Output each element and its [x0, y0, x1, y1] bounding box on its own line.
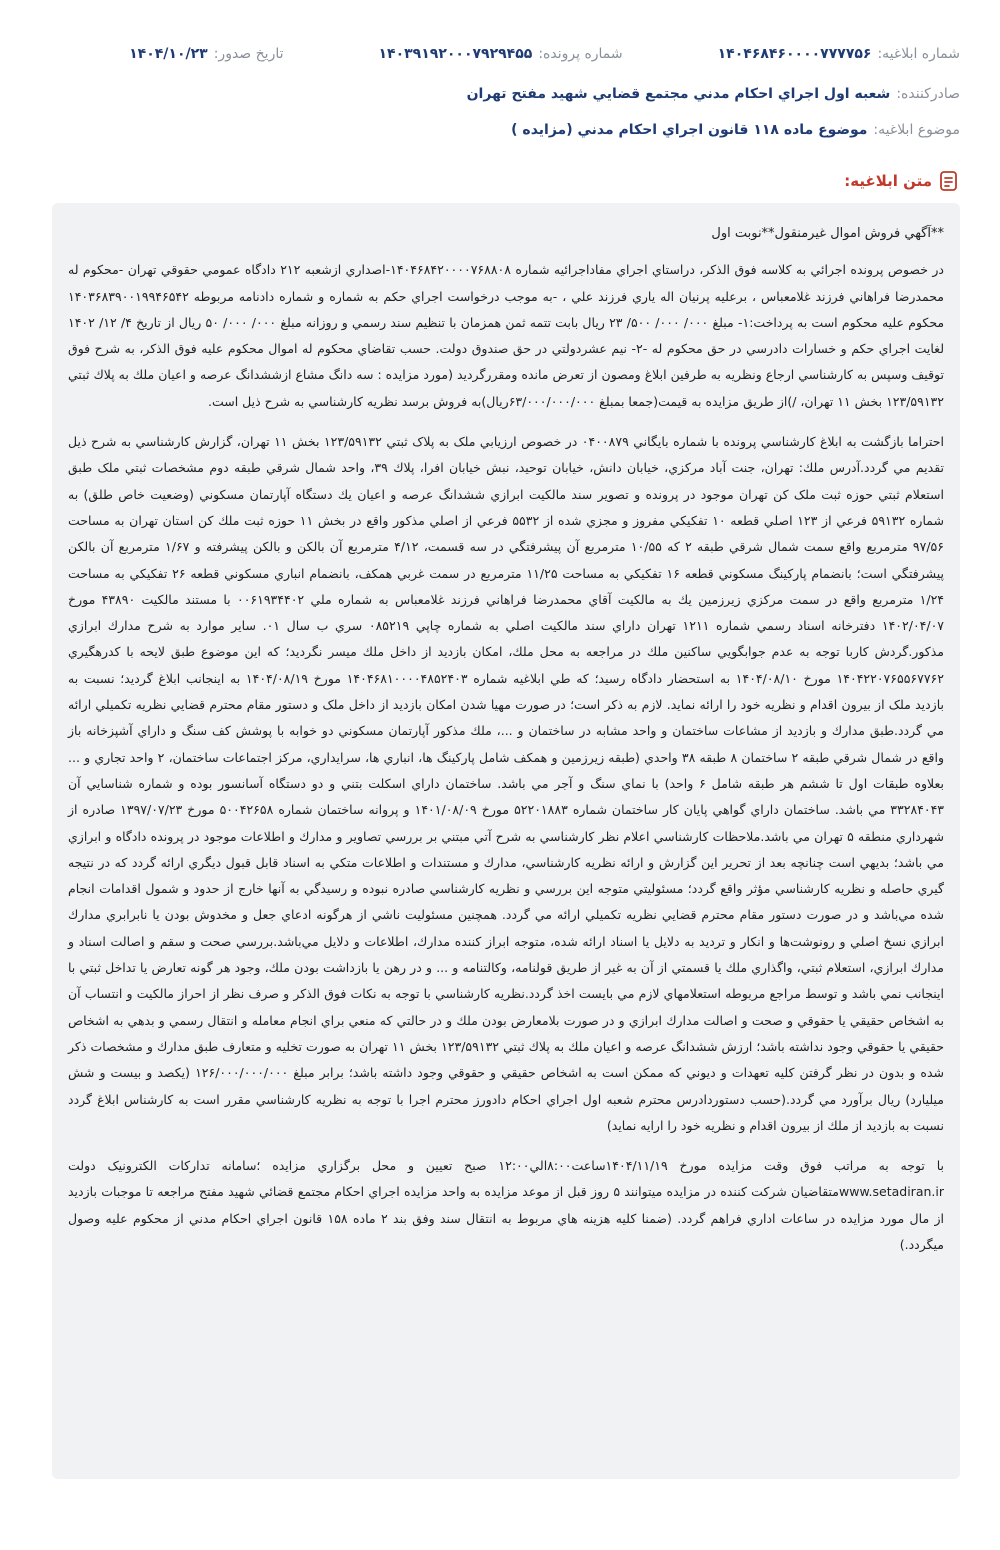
notice-paragraph-1: در خصوص پرونده اجرائي به كلاسه فوق الذكر، دراستاي اجراي مفاداجرائيه شماره ۱۴۰۴۶۸۴۲۰۰۰۰۷۶۸۸۰۸-اصداري ازشعبه ۲۱۲ دادگاه عمومي حقوقي تهران -محکوم له محمدرضا فراهاني فرزند غلامعباس ، برعليه پرنيان اله ياري فرزند علي ، -به موجب درخواست اجراي حکم به شماره و شماره دادنامه مربوطه ۱۴۰۳۶۸۳۹۰۰۱۹۹۴۶۵۴۲ محکوم عليه محکوم است به پرداخت:۱- مبلغ ۰۰۰/ ۰۰۰/ ۵۰۰/ ۲۳ ريال بابت تتمه ثمن همزمان با تنظيم سند رسمي و روزانه مبلغ ۰۰۰/ ۰۰۰/ ۵۰ ريال از تاريخ ۴/ ۱۲/ ۱۴۰۲ لغايت اجراي حكم و خسارات دادرسي در حق محکوم له -۲- نيم عشردولتي در حق صندوق دولت. حسب تقاضاي محكوم له اموال محكوم عليه فوق الذكر، به شرح فوق توقيف وسپس به كارشناسي ارجاع ونظريه به طرفين ابلاغ ومصون از تعرض مانده ومقررگرديد (مورد مزايده : سه دانگ مشاع ازششدانگ عرصه و اعيان ملك به پلاك ثبتي ۱۲۳/۵۹۱۳۲ بخش ۱۱ تهران، /)از طريق مزايده به قيمت(جمعا بمبلغ ۶۳/۰۰۰/۰۰۰/۰۰۰ريال)به فروش برسد نظريه كارشناسي به شرح ذيل است.	[68, 262, 945, 409]
notice-paragraph-2: احتراما بازگشت به ابلاغ کارشناسي پرونده با شماره بايگاني ۰۴۰۰۸۷۹ در خصوص ارزيابي ملک به پلاک ثبتي ۱۲۳/۵۹۱۳۲ بخش ۱۱ تهران، گزارش کارشناسي به شرح ذيل تقديم مي گردد.آدرس ملك: تهران، جنت آباد مرکزي، خيابان دانش، خيابان توحيد، نبش خيابان افرا، پلاك ۳۹، واحد شمال شرقي طبقه دوم مشخصات ثبتي ملک طبق استعلام ثبتي حوزه ثبت ملک کن تهران موجود در پرونده و تصوير سند مالکيت ابرازي ششدانگ عرصه و اعيان يك دستگاه آپارتمان مسكوني (وضعيت خاص طلق) به شماره ۵۹۱۳۲ فرعي از ۱۲۳ اصلي قطعه ۱۰ تفكيكي مفروز و مجزي شده از ۵۵۳۲ فرعي از اصلي مذكور واقع در بخش ۱۱ حوزه ثبت ملك كن استان تهران به مساحت ۹۷/۵۶ مترمربع واقع سمت شمال شرقي طبقه ۲ كه ۱۰/۵۵ مترمربع آن پيشرفتگي در سه قسمت، ۴/۱۲ مترمربع آن بالكن و بالكن پيشرفته و ۱/۶۷ مترمربع آن بالكن پيشرفتگي است؛ بانضمام پاركينگ مسكوني قطعه ۱۶ تفكيكي به مساحت ۱۱/۲۵ مترمربع در سمت غربي همكف، بانضمام انباري مسكوني قطعه ۲۶ تفكيكي به مساحت ۱/۲۴ مترمربع واقع در سمت مركزي زيرزمين يك به مالكيت آقاي محمدرضا فراهاني فرزند غلامعباس به شماره ملي ۰۰۶۱۹۳۴۴۰۲ با مستند مالكيت ۴۳۸۹۰ مورخ ۱۴۰۲/۰۴/۰۷ دفترخانه اسناد رسمي شماره ۱۲۱۱ تهران داراي سند مالکيت اصلي به شماره چاپي ۰۸۵۲۱۹ سري ب سال ۰۱. ساير موارد به شرح مدارك ابرازي مذكور.گردش كاربا توجه به عدم جوابگويي ساكنين ملك در مراجعه به محل ملك، امكان بازديد از داخل ملك ميسر نگرديد؛ كه اين موضوع طبق لايحه با كدرهگيري ۱۴۰۴۲۲۰۷۶۵۵۶۷۷۶۲ مورخ ۱۴۰۴/۰۸/۱۰ به استحضار دادگاه رسيد؛ كه طي ابلاغيه شماره ۱۴۰۴۶۸۱۰۰۰۰۴۸۵۲۴۰۳ مورخ ۱۴۰۴/۰۸/۱۹ به اينجانب ابلاغ گرديد؛ نسبت به بازديد ملک از بيرون اقدام و نظريه خود را ارائه نمايد. لازم به ذكر است؛ در صورت مهيا شدن امكان بازديد از داخل ملک و دستور مقام محترم قضايي نظريه تکميلي ارائه مي گردد.طبق مدارك و بازديد از مشاعات ساختمان و واحد مشابه در ساختمان و ...، ملك مذكور آپارتمان مسكوني دو خوابه با پوشش كف سنگ و داراي آشپزخانه باز واقع در شمال شرقي طبقه ۲ ساختمان ۸ طبقه ۳۸ واحدي (طبقه زيرزمين و همكف شامل پاركينگ ها، انباري ها، سرايداري، مركز اجتماعات ساختمان، ۲ واحد تجاري و ... بعلاوه طبقات اول تا ششم هر طبقه شامل ۶ واحد) با نماي سنگ و آجر مي باشد. ساختمان داراي اسكلت بتني و دو دستگاه آسانسور بوده و شماره شناسايي آن ۳۳۲۸۴۰۴۳ مي باشد. ساختمان داراي گواهي پايان كار ساختمان شماره ۵۲۲۰۱۸۸۳ مورخ ۱۴۰۱/۰۸/۰۹ و پروانه ساختمان شماره ۵۰۰۴۲۶۵۸ مورخ ۱۳۹۷/۰۷/۲۳ صادره از شهرداري منطقه ۵ تهران مي باشد.ملاحظات كارشناسي اعلام نظر كارشناسي به شرح آتي مبتني بر بررسي تصاوير و مدارك و اطلاعات موجود در پرونده دادگاه و ابرازي مي باشد؛ بديهي است چنانچه بعد از تحرير اين گزارش و ارائه نظريه كارشناسي، مدارك و مستندات و اطلاعات متكي به اسناد قابل قبول ديگري ارائه گردد كه در نتيجه گيري حاصله و نظريه كارشناسي مؤثر واقع گردد؛ مسئوليتي متوجه اين بررسي و نظريه كارشناسي صادره نبوده و رسيدگي به آنها خارج از حدود و شمول اقدامات انجام شده مي‌باشد و در صورت دستور مقام محترم قضايي نظريه تکميلي ارائه مي گردد. همچنين مسئوليت ناشي از هرگونه ادعاي جعل و مخدوش بودن يا نابرابري مدارك ابرازي نسخ اصلي و رونوشت‌ها و انكار و ترديد به دلايل يا اسناد ارائه شده، متوجه ابراز كننده مدارك، اطلاعات و دلايل مي‌باشد.بررسي صحت و سقم و اصالت اسناد و مدارك ابرازي، استعلام ثبتي، واگذاري ملك يا قسمتي از آن به غير از طريق قولنامه، وكالتنامه و ... و در رهن يا بازداشت بودن ملك، وجود هر گونه تعارض يا تداخل ثبتي با اينجانب نمي باشد و توسط مراجع مربوطه استعلامهاي لازم مي بايست اخذ گردد.نظريه كارشناسي با توجه به نكات فوق الذكر و صرف نظر از احراز مالكيت و انتساب آن به اشخاص حقيقي يا حقوقي و صحت و اصالت مدارك ابرازي و در صورت بلامعارض بودن ملك و در حالتي كه منعي براي انجام معامله و انتقال رسمي و بدهي به اشخاص حقيقي يا حقوقي وجود نداشته باشد؛ ارزش ششدانگ عرصه و اعيان ملك به پلاك ثبتي ۱۲۳/۵۹۱۳۲ بخش ۱۱ تهران به صورت تخليه و متعارف طبق مدارك و مشخصات ذكر شده و بدون در نظر گرفتن كليه تعهدات و ديوني كه ممكن است به اشخاص حقيقي و حقوقي وجود داشته باشد؛ برابر مبلغ ۱۲۶/۰۰۰/۰۰۰/۰۰۰ (يكصد و بيست و شش ميليارد) ريال برآورد مي گردد.(حسب دستوردادرس محترم شعبه اول اجراي احكام دادورز محترم اجرا با توجه به نظريه كارشناسي مقرر است به كارشناس ابلاغ گردد نسبت به بازديد از ملك از بيرون اقدام و نظريه خود را ارايه نمايد)	[68, 434, 945, 1133]
notice-number-field	[718, 46, 960, 62]
notice-number-value: ۱۴۰۴۶۸۴۶۰۰۰۰۷۷۷۷۵۶	[717, 46, 872, 62]
notice-text-section-title	[844, 170, 960, 192]
issuer-row	[40, 86, 960, 102]
case-number-value: ۱۴۰۳۹۱۹۲۰۰۰۷۹۲۹۴۵۵	[378, 46, 533, 62]
issuer-value: شعبه اول اجراي احکام مدني مجتمع قضايي شهيد مفتح تهران	[466, 86, 891, 102]
issue-date-value: ۱۴۰۴/۱۰/۲۳	[129, 46, 208, 62]
notice-paragraph-3: با توجه به مراتب فوق وقت مزايده مورخ ۱۴۰۴/۱۱/۱۹ساعت۸:۰۰الي۱۲:۰۰ صبح تعيين و محل برگزاري مزايده ؛سامانه تدارکات الکترونيک دولت www.setadiran.irمتقاضيان شركت كننده در مزايده ميتوانند ۵ روز قبل از موعد مزايده به واحد مزايده اجراي احکام مجتمع قضائي شهيد مفتح مراجعه تا موجبات بازديد از مال مورد مزايده در ساعات اداري فراهم گردد. (ضمنا كليه هزينه هاي مربوط به انتقال سند وفق بند ۲ ماده ۱۵۸ قانون اجراي احکام مدني از محکوم عليه وصول ميگردد.)	[68, 1158, 945, 1252]
notice-number-label: شماره ابلاغيه:	[877, 46, 960, 62]
issuer-label: صادرکننده:	[896, 86, 960, 102]
case-number-field	[379, 46, 623, 62]
issue-date-label: تاريخ صدور:	[213, 46, 284, 62]
header-meta-row	[40, 46, 960, 62]
notice-heading: **آگهي فروش اموال غيرمنقول**نوبت اول	[711, 226, 944, 241]
notice-body	[52, 203, 960, 1479]
subject-value: موضوع ماده ۱۱۸ قانون اجراي احکام مدني (مزايده )	[511, 122, 868, 138]
document-text-icon	[938, 170, 960, 192]
case-number-label: شماره پرونده:	[538, 46, 623, 62]
issue-date-field	[129, 46, 283, 62]
subject-label: موضوع ابلاغيه:	[873, 122, 960, 138]
subject-row	[40, 122, 960, 138]
notice-text-title: متن ابلاغيه:	[844, 172, 932, 190]
